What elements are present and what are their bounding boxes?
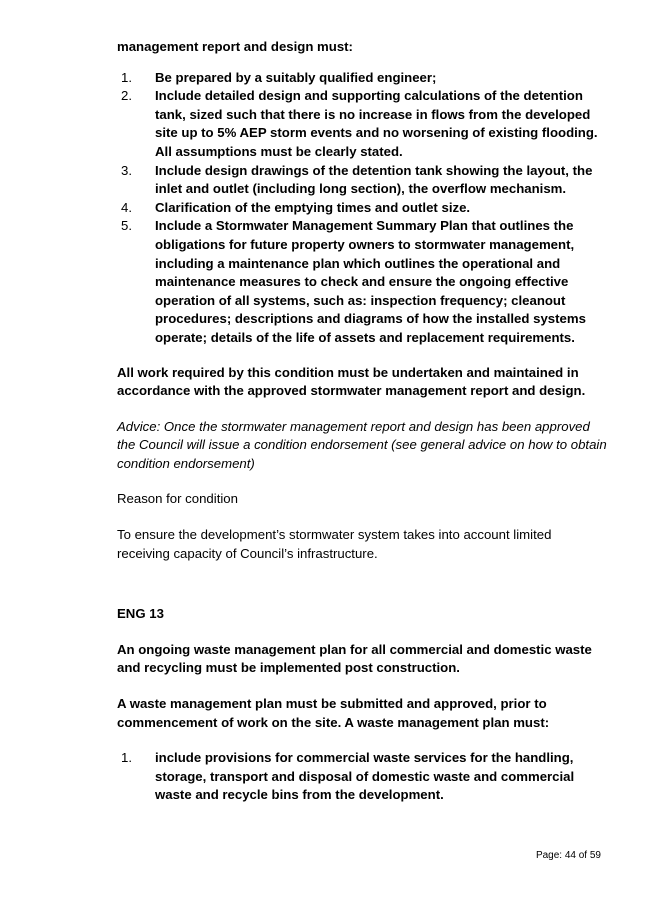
all-work-paragraph: All work required by this condition must be undertaken and maintained in accordance with the approved stormwater management report and design. <box>117 364 586 399</box>
list-item <box>117 749 607 805</box>
waste-paragraph-1: An ongoing waste management plan for all commercial and domestic waste and recycling must be implemented post construction. <box>117 641 592 676</box>
section-heading: ENG 13 <box>117 606 164 622</box>
list-number: 3. <box>121 162 132 178</box>
requirements-list <box>117 69 607 348</box>
list-number: 1. <box>121 69 132 85</box>
list-item <box>117 199 607 218</box>
advice-paragraph: Advice: Once the stormwater management report and design has been approved the Council will issue a condition endorsement (see general advice on how to obtain condition endorsement) <box>117 418 607 471</box>
list-item-text: Clarification of the emptying times and outlet size. <box>155 199 471 215</box>
list-item-text: Include detailed design and supporting calculations of the detention tank, sized such that there is no increase in flows from the developed site up to 5% AEP storm events and no worsening of existing flooding. All assumptions must be clearly stated. <box>155 88 598 159</box>
document-body <box>117 38 607 805</box>
list-number: 5. <box>121 218 132 234</box>
list-item <box>117 217 607 347</box>
reason-label: Reason for condition <box>117 491 238 507</box>
list-item-text: include provisions for commercial waste services for the handling, storage, transport and disposal of domestic waste and commercial waste and recycle bins from the development. <box>155 750 575 803</box>
list-number: 4. <box>121 199 132 215</box>
waste-requirements-list <box>117 749 607 805</box>
list-number: 1. <box>121 750 132 766</box>
waste-paragraph-2: A waste management plan must be submitted and approved, prior to commencement of work on the site. A waste management plan must: <box>117 696 550 730</box>
list-number: 2. <box>121 88 132 104</box>
list-item <box>117 162 607 199</box>
list-item <box>117 87 607 161</box>
list-item-text: Include a Stormwater Management Summary Plan that outlines the obligations for future property owners to stormwater management, including a maintenance plan which outlines the operational and maintenance measures to check and ensure the ongoing effective operation of all systems, such as: inspection frequency; cleanout procedures; descriptions and diagrams of how the installed systems operate; details of the life of assets and replacement requirements. <box>155 218 586 345</box>
page-number: Page: 44 of 59 <box>535 850 601 861</box>
list-item <box>117 69 607 88</box>
reason-text: To ensure the development’s stormwater system takes into account limited receiving capacity of Council’s infrastructure. <box>117 527 552 561</box>
list-item-text: Include design drawings of the detention tank showing the layout, the inlet and outlet (including long section), the overflow mechanism. <box>155 162 593 197</box>
list-item-text: Be prepared by a suitably qualified engineer; <box>155 69 437 85</box>
intro-text: management report and design must: <box>117 39 353 54</box>
